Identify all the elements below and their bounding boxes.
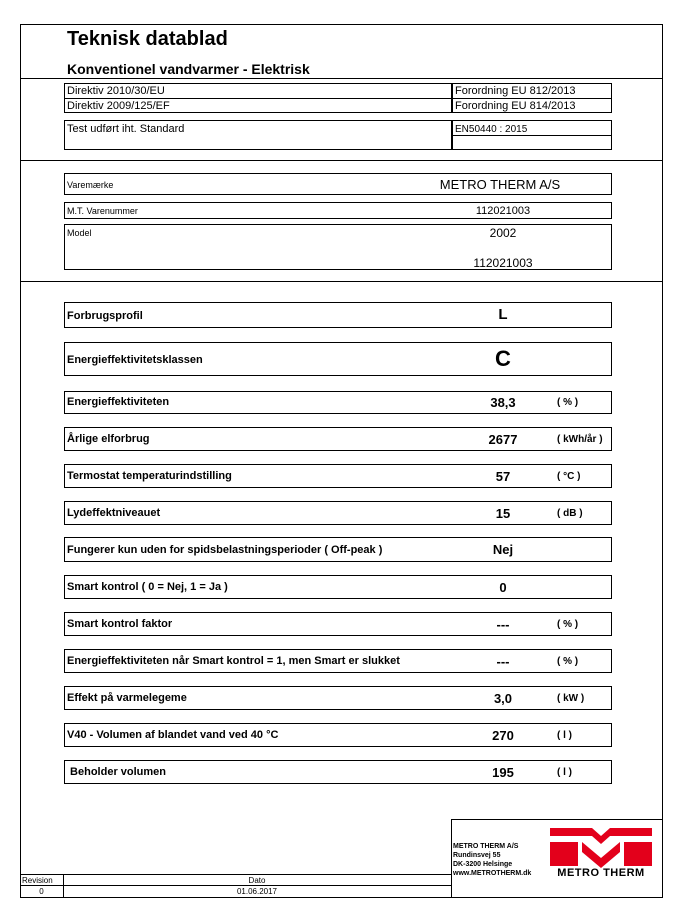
spec-label: Energieffektiviteten når Smart kontrol = 1, men Smart er slukket (67, 655, 400, 667)
divider (20, 160, 663, 161)
company-city: DK-3200 Helsinge (453, 861, 513, 868)
spec-value: 15 (495, 506, 511, 521)
spec-value: 57 (495, 469, 511, 484)
spec-label: Termostat temperaturindstilling (67, 470, 232, 482)
spec-unit: ( % ) (557, 656, 579, 667)
logo-right-bar (624, 842, 652, 866)
divider (20, 78, 663, 79)
brand-label: Varemærke (67, 180, 114, 190)
divider (20, 885, 451, 886)
revision-value: 0 (39, 887, 44, 896)
spec-label: Fungerer kun uden for spidsbelastningsperioder ( Off-peak ) (67, 544, 383, 556)
logo-center-chevron (582, 842, 620, 868)
item-number-value: 112021003 (475, 205, 531, 217)
date-label: Dato (248, 876, 266, 885)
item-number-label: M.T. Varenummer (67, 206, 138, 216)
page-subtitle: Konventionel vandvarmer - Elektrisk (67, 61, 310, 77)
spec-unit: ( % ) (557, 397, 579, 408)
metro-therm-logo-icon (550, 828, 652, 868)
spec-value: 195 (492, 765, 514, 780)
logo-left-bar (550, 842, 578, 866)
logo-right-block (601, 828, 652, 844)
spec-unit: ( °C ) (557, 471, 581, 482)
spec-label: Lydeffektniveauet (67, 507, 161, 519)
spec-value: 0 (499, 580, 507, 595)
model-value-2: 112021003 (473, 256, 533, 270)
directive-right-2: Forordning EU 814/2013 (455, 100, 576, 112)
spec-value: --- (496, 654, 510, 669)
company-street: Rundinsvej 55 (453, 852, 501, 859)
spec-label: Årlige elforbrug (67, 433, 150, 445)
spec-value: Nej (492, 542, 514, 557)
spec-value: 270 (492, 728, 514, 743)
spec-label: Energieffektiviteten (67, 396, 170, 408)
spec-value: 2677 (488, 432, 518, 447)
spec-value: --- (496, 617, 510, 632)
page-title: Teknisk datablad (67, 28, 228, 50)
spec-unit: ( kWh/år ) (557, 434, 603, 445)
spec-value: 3,0 (493, 691, 513, 706)
spec-unit: ( l ) (557, 730, 572, 741)
spec-value: L (498, 306, 508, 323)
spec-label: Smart kontrol faktor (67, 618, 173, 630)
spec-label: Energieffektivitetsklassen (67, 354, 203, 366)
date-value: 01.06.2017 (236, 887, 278, 896)
spec-unit: ( l ) (557, 767, 572, 778)
logo-text: METRO THERM (557, 867, 645, 879)
spec-unit: ( kW ) (557, 693, 585, 704)
spec-label: Effekt på varmelegeme (67, 692, 187, 704)
directive-right-1: Forordning EU 812/2013 (455, 85, 576, 97)
test-standard-label: Test udført iht. Standard (67, 123, 185, 135)
divider (64, 98, 452, 99)
divider (20, 281, 663, 282)
spec-value: 38,3 (490, 395, 516, 410)
spec-label: Beholder volumen (67, 766, 167, 778)
test-standard-value: EN50440 : 2015 (455, 124, 528, 135)
divider (452, 135, 612, 136)
directive-left-2: Direktiv 2009/125/EF (67, 100, 170, 112)
divider (452, 98, 612, 99)
spec-label: Forbrugsprofil (67, 310, 143, 322)
divider (20, 874, 451, 875)
model-value-1: 2002 (489, 226, 517, 240)
spec-label: V40 - Volumen af blandet vand ved 40 °C (67, 729, 279, 741)
spec-unit: ( % ) (557, 619, 579, 630)
company-web: www.METROTHERM.dk (453, 870, 532, 877)
spec-label: Smart kontrol ( 0 = Nej, 1 = Ja ) (67, 581, 228, 593)
spec-value: C (495, 346, 511, 371)
brand-value: METRO THERM A/S (439, 177, 561, 192)
directive-left-1: Direktiv 2010/30/EU (67, 85, 165, 97)
model-label: Model (67, 228, 92, 238)
spec-unit: ( dB ) (557, 508, 583, 519)
company-name: METRO THERM A/S (453, 843, 519, 850)
revision-label: Revision (22, 876, 53, 885)
logo-left-block (550, 828, 601, 844)
